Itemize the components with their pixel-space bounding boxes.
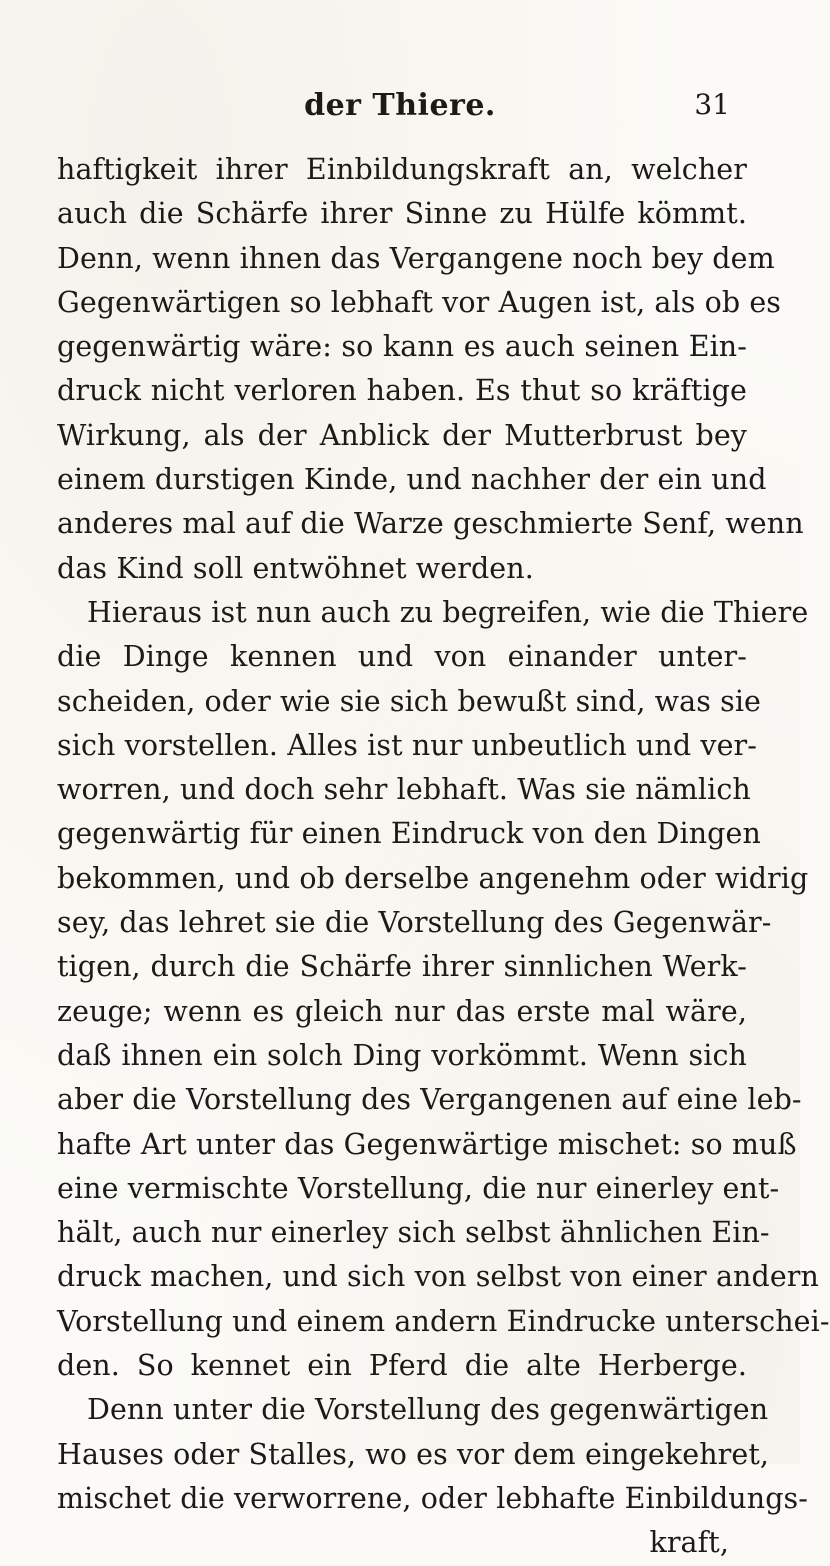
text-line: sey, das lehret sie die Vorstellung des Gegenwär- [57, 906, 772, 940]
page-header [0, 88, 800, 128]
text-line: den. So kennet ein Pferd die alte Herberge. [57, 1349, 747, 1383]
text-line: druck machen, und sich von selbst von einer andern [57, 1260, 819, 1294]
text-line: anderes mal auf die Warze geschmierte Senf, wenn [57, 507, 804, 541]
text-line: gegenwärtig für einen Eindruck von den Dingen [57, 817, 761, 851]
text-line: eine vermischte Vorstellung, die nur einerley ent- [57, 1171, 780, 1205]
text-line: Hauses oder Stalles, wo es vor dem eingekehret, [57, 1437, 770, 1471]
text-line: einem durstigen Kinde, und nachher der ein und [57, 463, 767, 497]
text-line: Vorstellung und einem andern Eindrucke unterschei- [57, 1304, 830, 1338]
text-line: aber die Vorstellung des Vergangenen auf eine leb- [57, 1083, 802, 1117]
running-head: der Thiere. [304, 88, 496, 123]
text-line: Hieraus ist nun auch zu begreifen, wie die Thiere [87, 595, 809, 629]
text-line: zeuge; wenn es gleich nur das erste mal wäre, [57, 994, 747, 1028]
text-line: daß ihnen ein solch Ding vorkömmt. Wenn sich [57, 1038, 747, 1072]
text-line: mischet die verworrene, oder lebhafte Einbildungs- [57, 1481, 808, 1515]
text-line: tigen, durch die Schärfe ihrer sinnlichen Werk- [57, 950, 747, 984]
text-line: haftigkeit ihrer Einbildungskraft an, welcher [57, 153, 747, 186]
text-line: die Dinge kennen und von einander unter- [57, 640, 747, 674]
text-line: hafte Art unter das Gegenwärtige mischet: so muß [57, 1127, 797, 1161]
text-line: sich vorstellen. Alles ist nur unbeutlich und ver- [57, 728, 757, 762]
text-line: Denn, wenn ihnen das Vergangene noch bey dem [57, 241, 775, 275]
text-line: druck nicht verloren haben. Es thut so kräftige [57, 374, 747, 408]
text-line: Gegenwärtigen so lebhaft vor Augen ist, als ob es [57, 285, 782, 319]
text-line: scheiden, oder wie sie sich bewußt sind, was sie [57, 684, 762, 718]
body-text [57, 148, 830, 1566]
page-number: 31 [694, 88, 730, 121]
text-line: bekommen, und ob derselbe angenehm oder widrig [57, 861, 809, 895]
text-line: gegenwärtig wäre: so kann es auch seinen Ein- [57, 330, 747, 364]
text-line: das Kind soll entwöhnet werden. [57, 551, 534, 585]
text-line: worren, und doch sehr lebhaft. Was sie nämlich [57, 773, 751, 807]
catchword: kraft, [649, 1526, 729, 1560]
text-line: Denn unter die Vorstellung des gegenwärtigen [87, 1393, 769, 1427]
text-line: auch die Schärfe ihrer Sinne zu Hülfe kömmt. [57, 197, 747, 231]
text-line: Wirkung, als der Anblick der Mutterbrust bey [57, 418, 747, 452]
text-line: hält, auch nur einerley sich selbst ähnlichen Ein- [57, 1216, 770, 1250]
